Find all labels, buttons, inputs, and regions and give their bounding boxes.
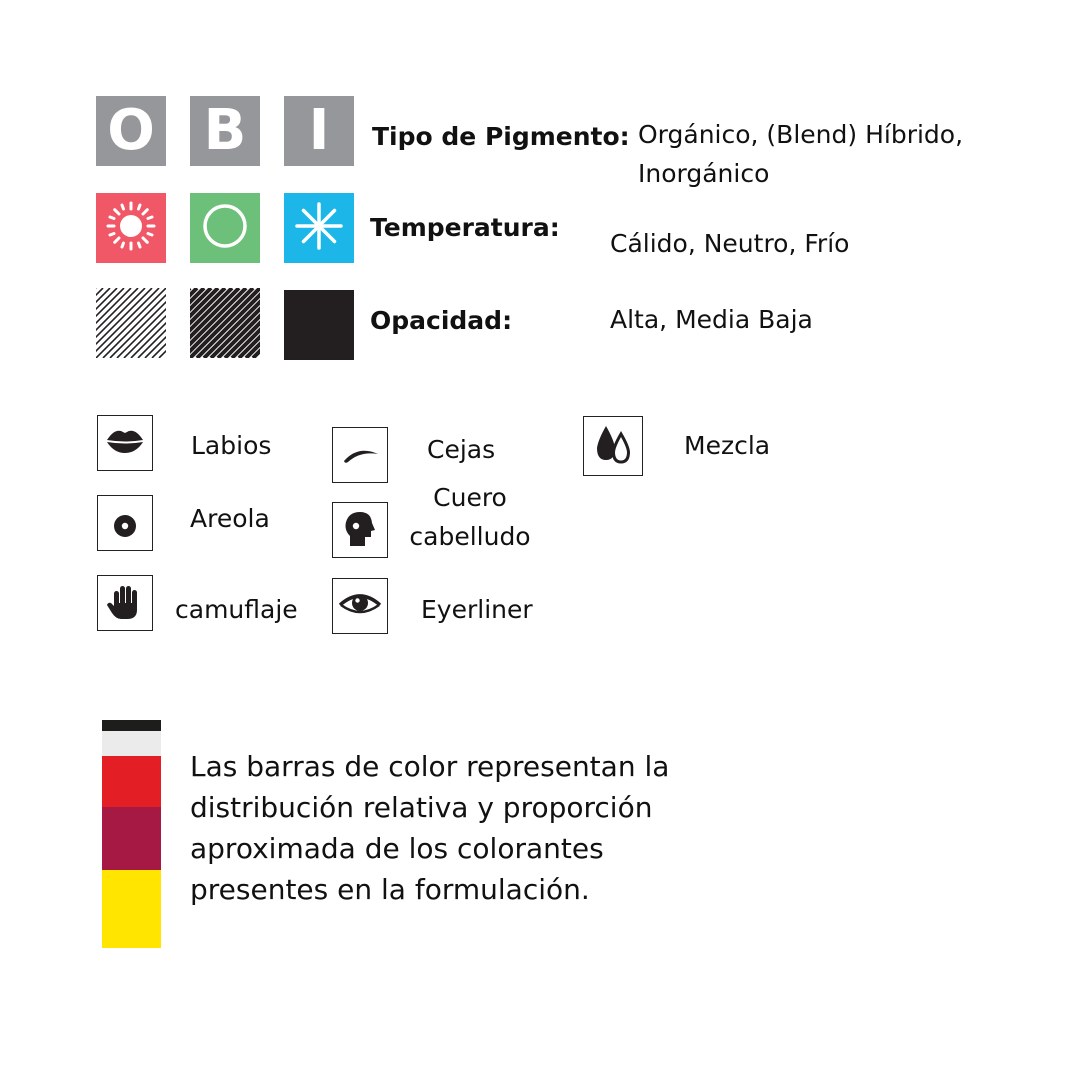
scalp-label-line1: Cuero <box>433 483 507 512</box>
inorganic-tile <box>284 96 354 166</box>
tile-letter-b: B <box>203 98 247 163</box>
temperature-value: Cálido, Neutro, Frío <box>610 229 850 258</box>
lips-label: Labios <box>191 431 272 460</box>
areola-icon-box <box>97 495 153 551</box>
hand-icon <box>103 579 147 627</box>
lips-icon <box>103 419 147 467</box>
snowflake-icon <box>293 200 345 256</box>
eyebrow-label: Cejas <box>427 435 496 464</box>
eye-icon <box>337 581 383 631</box>
head-icon-box <box>332 502 388 558</box>
solid-square-tile <box>284 290 354 360</box>
eyebrow-icon <box>338 431 382 479</box>
color-bar-note <box>190 746 669 910</box>
note-line-1: Las barras de color representan la <box>190 750 670 783</box>
opacity-label: Opacidad: <box>370 306 513 335</box>
pigment-type-label: Tipo de Pigmento: <box>372 122 630 151</box>
color-bar-segment-3 <box>102 756 161 806</box>
drops-icon-box <box>583 416 643 476</box>
tile-letter-o: O <box>107 98 155 163</box>
pigment-type-value-1: Orgánico, (Blend) Híbrido, <box>638 120 964 149</box>
cold-tile <box>284 193 354 263</box>
circle-icon <box>199 200 251 256</box>
note-line-3: aproximada de los colorantes <box>190 832 604 865</box>
eyebrow-icon-box <box>332 427 388 483</box>
lips-icon-box <box>97 415 153 471</box>
opacity-value: Alta, Media Baja <box>610 305 813 334</box>
drops-icon <box>589 420 637 472</box>
scalp-label-line2: cabelludo <box>409 522 531 551</box>
hand-icon-box <box>97 575 153 631</box>
areola-icon <box>103 499 147 547</box>
blend-tile <box>190 96 260 166</box>
color-bar-segment-4 <box>102 807 161 871</box>
pigment-type-value-2: Inorgánico <box>638 159 770 188</box>
color-bar-segment-2 <box>102 731 161 756</box>
camouflage-label: camuflaje <box>175 595 298 624</box>
eye-icon-box <box>332 578 388 634</box>
light-hatch-tile <box>96 290 166 360</box>
organic-tile <box>96 96 166 166</box>
head-icon <box>338 506 382 554</box>
tile-letter-i: I <box>308 98 330 163</box>
temperature-label: Temperatura: <box>370 213 560 242</box>
areola-label: Areola <box>190 504 270 533</box>
eyeliner-label: Eyerliner <box>421 595 533 624</box>
dense-hatch-tile <box>190 290 260 360</box>
warm-tile <box>96 193 166 263</box>
color-bar-segment-1 <box>102 720 161 731</box>
mix-label: Mezcla <box>684 431 771 460</box>
neutral-tile <box>190 193 260 263</box>
note-line-4: presentes en la formulación. <box>190 873 590 906</box>
note-line-2: distribución relativa y proporción <box>190 791 653 824</box>
color-bar-segment-5 <box>102 870 161 948</box>
dense-hatch-icon <box>190 288 260 362</box>
sun-icon <box>105 200 157 256</box>
light-hatch-icon <box>96 288 166 362</box>
